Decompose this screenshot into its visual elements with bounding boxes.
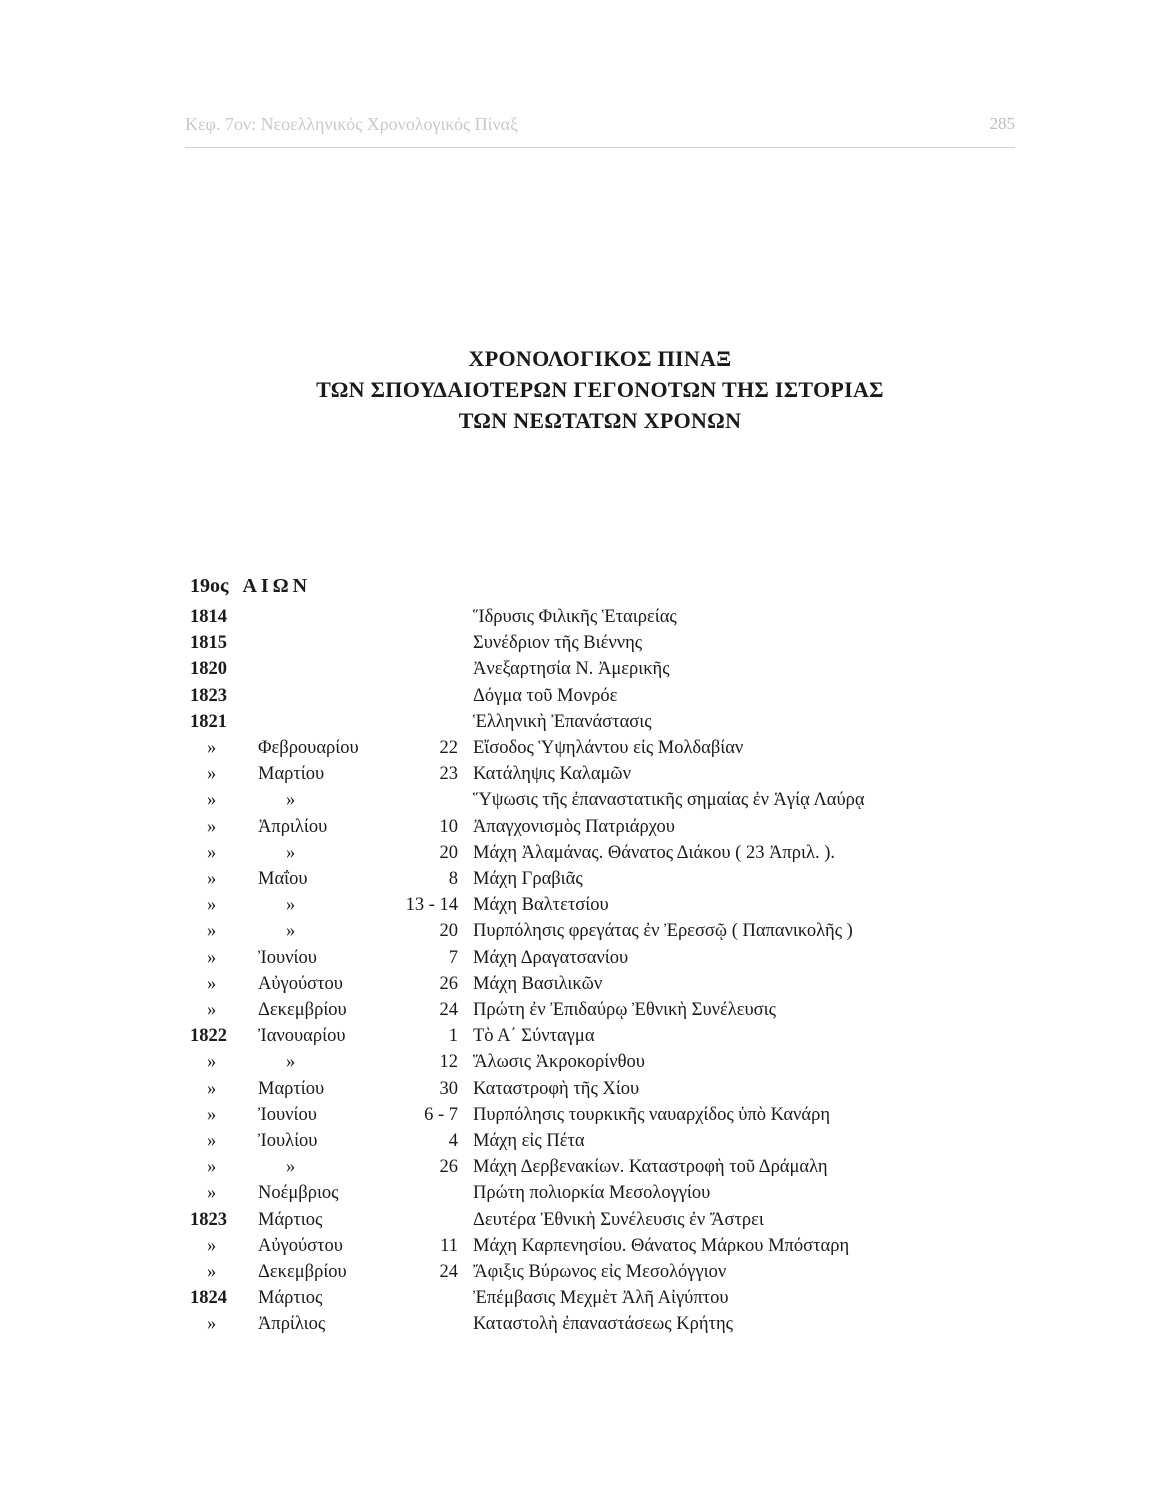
row-day: 1 [448, 1026, 458, 1047]
row-month: Ἰουνίου [258, 947, 317, 968]
table-row [0, 971, 1159, 997]
title-line-2: ΤΩΝ ΣΠΟΥΔΑΙΟΤΕΡΩΝ ΓΕΓΟΝΟΤΩΝ ΤΗΣ ΙΣΤΟΡΙΑΣ [316, 377, 884, 402]
row-event: Πρώτη πολιορκία Μεσολογγίου [473, 1183, 711, 1204]
row-year: » [207, 1262, 217, 1282]
row-event: Δευτέρα Ἐθνικὴ Συνέλευσις ἐν Ἄστρει [473, 1209, 764, 1230]
table-row [0, 630, 1159, 656]
table-row [0, 1023, 1159, 1049]
row-event: Κατάληψις Καλαμῶν [473, 764, 631, 785]
table-row [0, 735, 1159, 761]
row-day: 13 - 14 [405, 895, 458, 916]
row-event: Ἅλωσις Ἀκροκορίνθου [473, 1052, 645, 1073]
row-year: » [207, 1314, 217, 1335]
row-day: 24 [439, 1262, 458, 1282]
section-label: ΑΙΩΝ [242, 575, 312, 597]
row-year: 1820 [190, 659, 227, 680]
row-event: Μάχη Ἀλαμάνας. Θάνατος Διάκου ( 23 Ἀπριλ. ). [473, 842, 835, 863]
row-month: Ἰουνίου [258, 1104, 317, 1125]
table-row [0, 918, 1159, 944]
row-year: 1821 [190, 711, 227, 732]
table-row [0, 814, 1159, 840]
row-year: » [207, 1131, 217, 1151]
row-day: 12 [439, 1052, 458, 1073]
title-line-3: ΤΩΝ ΝΕΩΤΑΤΩΝ ΧΡΟΝΩΝ [458, 408, 742, 433]
row-month: » [286, 1052, 296, 1073]
row-day: 4 [448, 1131, 458, 1151]
row-event: Μάχη Βαλτετσίου [473, 895, 609, 916]
table-row [0, 1311, 1159, 1337]
row-day: 10 [439, 816, 458, 837]
row-day: 20 [439, 842, 458, 863]
row-month: Νοέμβριος [258, 1183, 339, 1204]
row-year: 1815 [190, 633, 227, 654]
row-event: Ἀνεξαρτησία Ν. Ἀμερικῆς [473, 659, 670, 680]
row-month: Αὐγούστου [258, 973, 343, 994]
row-event: Δόγμα τοῦ Μονρόε [473, 685, 618, 706]
row-month: » [286, 921, 296, 942]
table-row [0, 840, 1159, 866]
row-day: 30 [439, 1078, 458, 1099]
row-year: » [207, 895, 217, 916]
row-year: 1823 [190, 685, 227, 706]
row-month: Δεκεμβρίου [258, 1262, 347, 1282]
row-event: Μάχη Γραβιᾶς [473, 869, 583, 889]
table-row [0, 1207, 1159, 1233]
row-month: » [286, 842, 296, 863]
table-row [0, 1049, 1159, 1075]
table-row [0, 1102, 1159, 1128]
row-year: » [207, 790, 217, 811]
table-row [0, 709, 1159, 735]
table-row [0, 1259, 1159, 1285]
row-year: » [207, 764, 217, 785]
row-month: Μαρτίου [258, 764, 325, 785]
row-day: 7 [448, 947, 458, 968]
row-month: » [286, 895, 296, 916]
row-month: Μάρτιος [258, 1209, 323, 1230]
row-event: Ἀπαγχονισμὸς Πατριάρχου [473, 816, 675, 837]
row-event: Τὸ Α΄ Σύνταγμα [473, 1026, 595, 1047]
row-month: Μάρτιος [258, 1288, 323, 1309]
row-month: Φεβρουαρίου [258, 738, 359, 758]
row-year: » [207, 921, 217, 942]
row-event: Μάχη εἰς Πέτα [473, 1131, 585, 1151]
row-day: 8 [448, 869, 458, 889]
row-event: Μάχη Καρπενησίου. Θάνατος Μάρκου Μπόσταρη [473, 1235, 850, 1256]
row-year: » [207, 947, 217, 968]
table-row [0, 656, 1159, 682]
page-number: 285 [989, 114, 1015, 133]
row-event: Ἄφιξις Βύρωνος εἰς Μεσολόγγιον [473, 1262, 727, 1282]
row-month: Δεκεμβρίου [258, 1000, 347, 1020]
row-month: Ἀπρίλιος [258, 1314, 326, 1335]
row-year: » [207, 869, 217, 889]
row-event: Συνέδριον τῆς Βιέννης [473, 633, 643, 654]
table-row [0, 787, 1159, 813]
row-day: 26 [439, 1157, 458, 1178]
running-head-title: Κεφ. 7ον: Νεοελληνικός Χρονολογικός Πίναξ [185, 113, 519, 134]
table-row [0, 1285, 1159, 1311]
row-month: Ἰουλίου [258, 1131, 318, 1151]
row-year: 1822 [190, 1026, 227, 1047]
row-day: 11 [440, 1235, 458, 1256]
row-year: 1814 [190, 607, 227, 627]
row-day: 24 [439, 1000, 458, 1020]
title-line-1: ΧΡΟΝΟΛΟΓΙΚΟΣ ΠΙΝΑΞ [468, 346, 732, 371]
row-year: » [207, 1078, 217, 1099]
table-row [0, 761, 1159, 787]
row-year: » [207, 1052, 217, 1073]
row-event: Μάχη Δερβενακίων. Καταστροφὴ τοῦ Δράμαλη [473, 1157, 828, 1178]
row-day: 22 [439, 738, 458, 758]
table-row [0, 1180, 1159, 1206]
row-day: 26 [439, 973, 458, 994]
row-day: 23 [439, 764, 458, 785]
row-day: 20 [439, 921, 458, 942]
row-month: Ἀπριλίου [258, 816, 328, 837]
row-event: Πρώτη ἐν Ἐπιδαύρῳ Ἐθνικὴ Συνέλευσις [473, 1000, 776, 1020]
row-event: Πυρπόλησις τουρκικῆς ναυαρχίδος ὑπὸ Κανάρη [473, 1104, 831, 1125]
table-row [0, 892, 1159, 918]
row-month: Μαρτίου [258, 1078, 325, 1099]
table-row [0, 997, 1159, 1023]
row-year: » [207, 1104, 217, 1125]
row-year: » [207, 1235, 217, 1256]
row-event: Μάχη Δραγατσανίου [473, 947, 629, 968]
row-month: » [286, 1157, 296, 1178]
row-year: » [207, 738, 217, 758]
table-row [0, 683, 1159, 709]
row-year: » [207, 842, 217, 863]
table-row [0, 866, 1159, 892]
table-row [0, 1233, 1159, 1259]
row-year: » [207, 1000, 217, 1020]
row-day: 6 - 7 [424, 1104, 458, 1125]
row-event: Καταστολὴ ἐπαναστάσεως Κρήτης [473, 1314, 733, 1335]
row-event: Καταστροφὴ τῆς Χίου [473, 1078, 640, 1099]
row-year: 1824 [190, 1288, 227, 1309]
row-event: Πυρπόλησις φρεγάτας ἐν Ἐρεσσῷ ( Παπανικολῆς ) [473, 921, 853, 942]
row-event: Μάχη Βασιλικῶν [473, 973, 603, 994]
row-year: » [207, 1157, 217, 1178]
table-row [0, 604, 1159, 630]
row-year: 1823 [190, 1209, 227, 1230]
table-row [0, 1154, 1159, 1180]
row-event: Ἑλληνικὴ Ἐπανάστασις [473, 711, 652, 732]
row-event: Ἵδρυσις Φιλικῆς Ἑταιρείας [473, 607, 677, 627]
row-month: Μαΐου [258, 869, 308, 889]
table-row [0, 1128, 1159, 1154]
row-month: Αὐγούστου [258, 1235, 343, 1256]
row-year: » [207, 973, 217, 994]
row-month: Ἰανουαρίου [258, 1026, 346, 1047]
row-year: » [207, 816, 217, 837]
row-event: Ἐπέμβασις Μεχμὲτ Ἀλῆ Αἰγύπτου [473, 1288, 729, 1309]
table-row [0, 1076, 1159, 1102]
section-century: 19ος [190, 575, 229, 597]
row-year: » [207, 1183, 217, 1204]
row-event: Εἴσοδος Ὑψηλάντου εἰς Μολδαβίαν [473, 738, 744, 758]
row-event: Ὕψωσις τῆς ἐπαναστατικῆς σημαίας ἐν Ἁγίᾳ Λαύρᾳ [473, 790, 865, 811]
row-month: » [286, 790, 296, 811]
table-row [0, 945, 1159, 971]
